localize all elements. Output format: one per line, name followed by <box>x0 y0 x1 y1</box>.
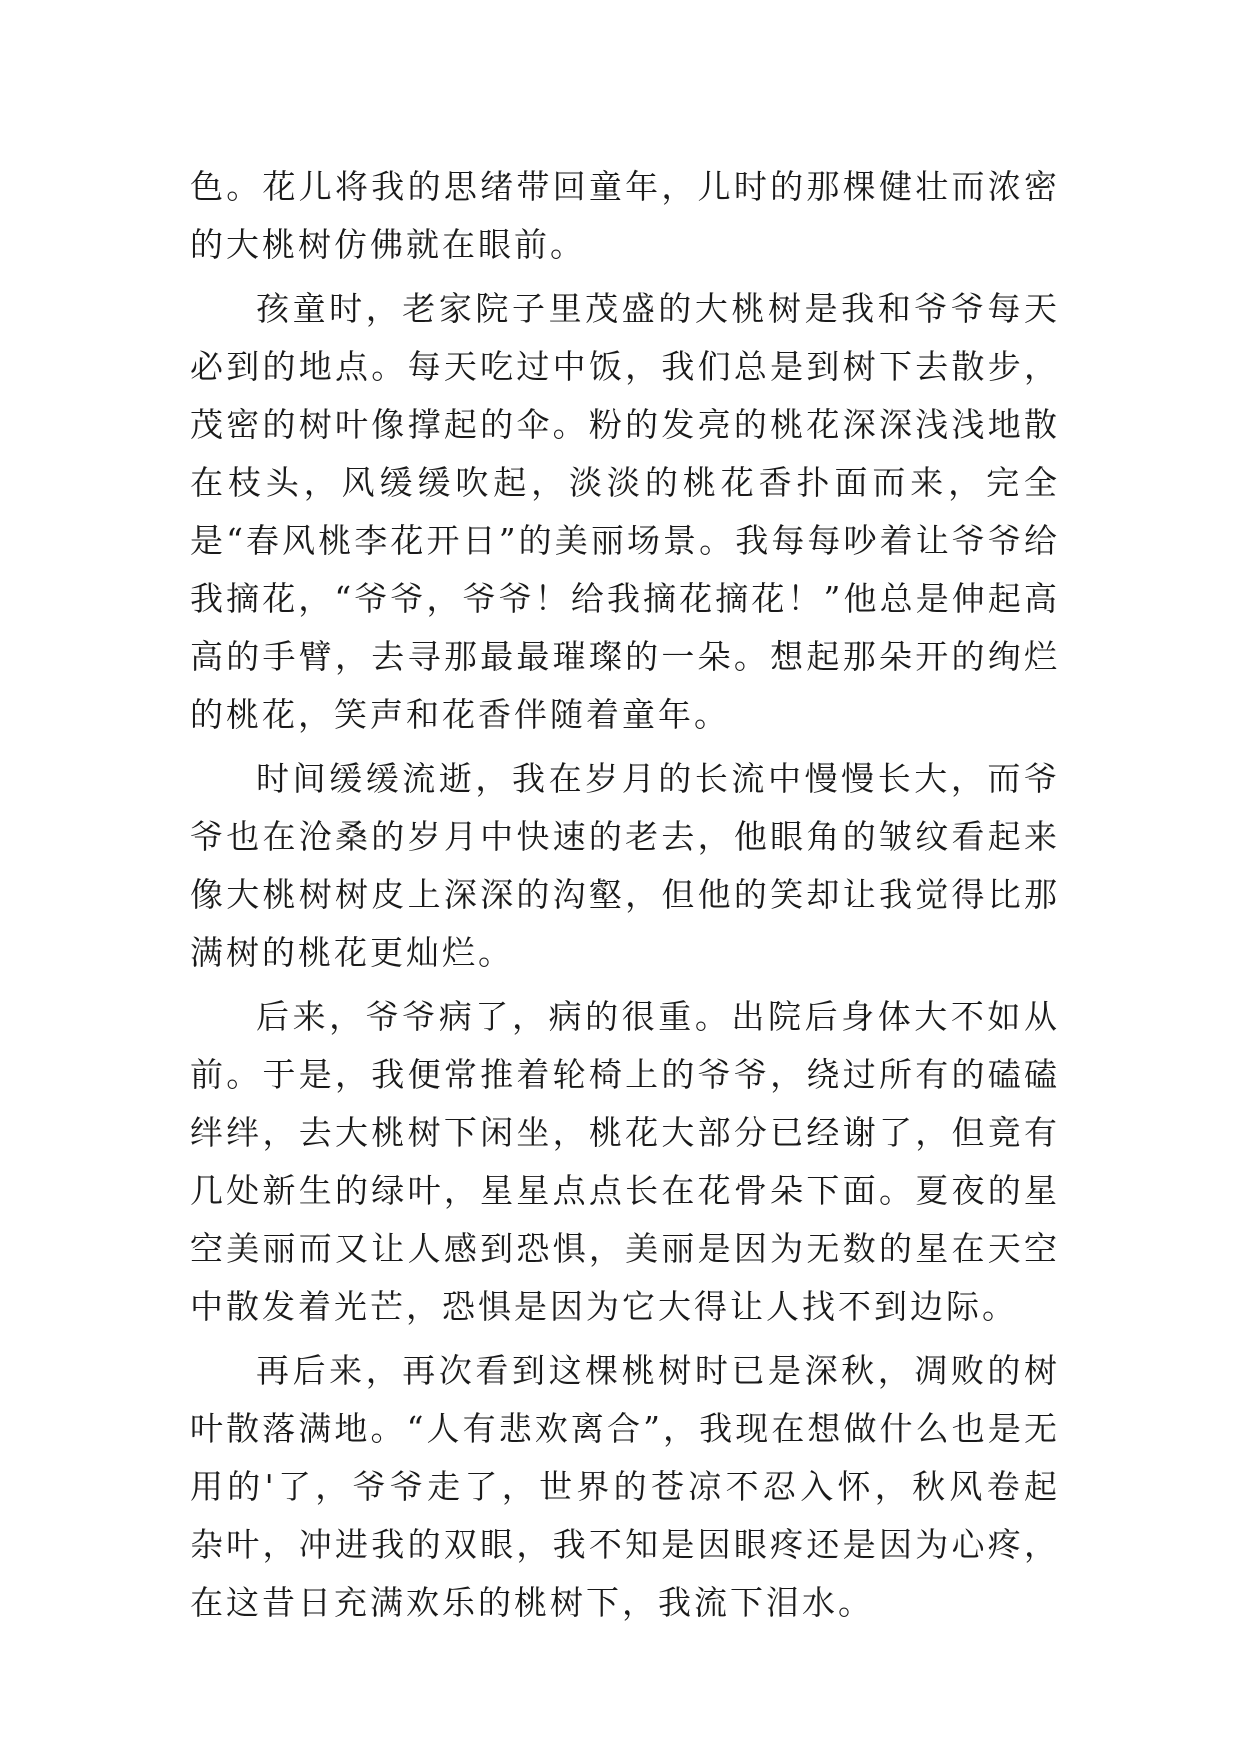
paragraph-4: 后来，爷爷病了，病的很重。出院后身体大不如从前。于是，我便常推着轮椅上的爷爷，绕过所有的磕磕绊绊，去大桃树下闲坐，桃花大部分已经谢了，但竟有几处新生的绿叶，星星点点长在花骨朵下面。夏夜的星空美丽而又让人感到恐惧，美丽是因为无数的星在天空中散发着光芒，恐惧是因为它大得让人找不到边际。 <box>190 997 1060 1326</box>
paragraph-3: 时间缓缓流逝，我在岁月的长流中慢慢长大，而爷爷也在沧桑的岁月中快速的老去，他眼角的皱纹看起来像大桃树树皮上深深的沟壑，但他的笑却让我觉得比那满树的桃花更灿烂。 <box>190 759 1060 972</box>
paragraph-2: 孩童时，老家院子里茂盛的大桃树是我和爷爷每天必到的地点。每天吃过中饭，我们总是到树下去散步，茂密的树叶像撑起的伞。粉的发亮的桃花深深浅浅地散在枝头，风缓缓吹起，淡淡的桃花香扑面而来，完全是“春风桃李花开日”的美丽场景。我每每吵着让爷爷给我摘花，“爷爷，爷爷！给我摘花摘花！”他总是伸起高高的手臂，去寻那最最璀璨的一朵。想起那朵开的绚烂的桃花，笑声和花香伴随着童年。 <box>190 289 1060 734</box>
essay-body <box>190 158 1060 1638</box>
paragraph-5: 再后来，再次看到这棵桃树时已是深秋，凋败的树叶散落满地。“人有悲欢离合”，我现在想做什么也是无用的'了，爷爷走了，世界的苍凉不忍入怀，秋风卷起杂叶，冲进我的双眼，我不知是因眼疼还是因为心疼，在这昔日充满欢乐的桃树下，我流下泪水。 <box>190 1351 1060 1622</box>
paragraph-1: 色。花儿将我的思绪带回童年，儿时的那棵健壮而浓密的大桃树仿佛就在眼前。 <box>190 167 1060 264</box>
